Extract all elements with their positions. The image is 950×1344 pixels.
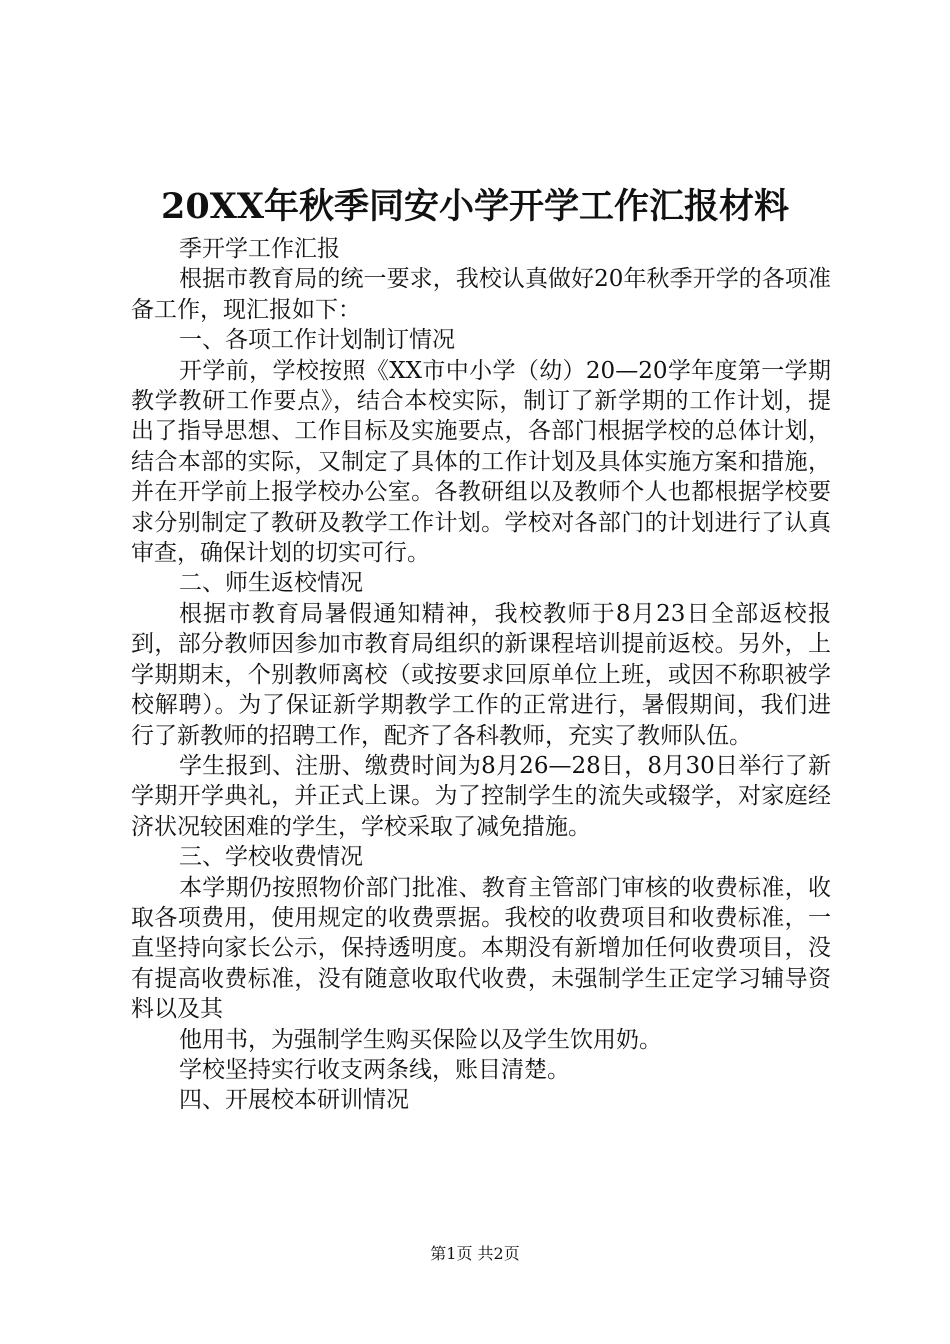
section-heading: 二、师生返校情况 [179,570,363,597]
paragraph: 开学前，学校按照《XX市中小学（幼）20—20学年度第一学期教学教研工作要点》，结合本校实际，制订了新学期的工作计划，提出了指导思想、工作目标及实施要点，各部门根据学校的总体计划，结合本部的实际，又制定了具体的工作计划及具体实施方案和措施，并在开学前上报学校办公室。各教研组以及教师个人也都根据学校要求分别制定了教研及教学工作计划。学校对各部门的计划进行了认真审查，确保计划的切实可行。 [131,357,831,567]
section-heading: 一、各项工作计划制订情况 [179,327,455,354]
document-title: 20XX年秋季同安小学开学工作汇报材料 [160,186,790,227]
section-heading: 四、开展校本研训情况 [179,1087,409,1114]
paragraph: 季开学工作汇报 [179,236,340,262]
paragraph: 学校坚持实行收支两条线，账目清楚。 [179,1056,570,1083]
section-heading: 三、学校收费情况 [179,844,363,871]
document-body [131,234,831,1116]
paragraph: 学生报到、注册、缴费时间为8月26—28日，8月30日举行了新学期开学典礼，并正式上课。为了控制学生的流失或辍学，对家庭经济状况较困难的学生，学校采取了减免措施。 [131,752,831,840]
paragraph: 本学期仍按照物价部门批准、教育主管部门审核的收费标准，收取各项费用，使用规定的收费票据。我校的收费项目和收费标准，一直坚持向家长公示，保持透明度。本期没有新增加任何收费项目，没有提高收费标准，没有随意收取代收费，未强制学生正定学习辅导资料以及其 [131,874,831,1023]
page-footer: 第1页 共2页 [430,1244,520,1263]
paragraph: 根据市教育局暑假通知精神，我校教师于8月23日全部返校报到，部分教师因参加市教育局组织的新课程培训提前返校。另外，上学期期末，个别教师离校（或按要求回原单位上班，或因不称职被学校解聘）。为了保证新学期教学工作的正常进行，暑假期间，我们进行了新教师的招聘工作，配齐了各科教师，充实了教师队伍。 [131,600,831,749]
paragraph: 他用书，为强制学生购买保险以及学生饮用奶。 [179,1026,662,1053]
paragraph: 根据市教育局的统一要求，我校认真做好20年秋季开学的各项准备工作，现汇报如下： [131,266,831,323]
